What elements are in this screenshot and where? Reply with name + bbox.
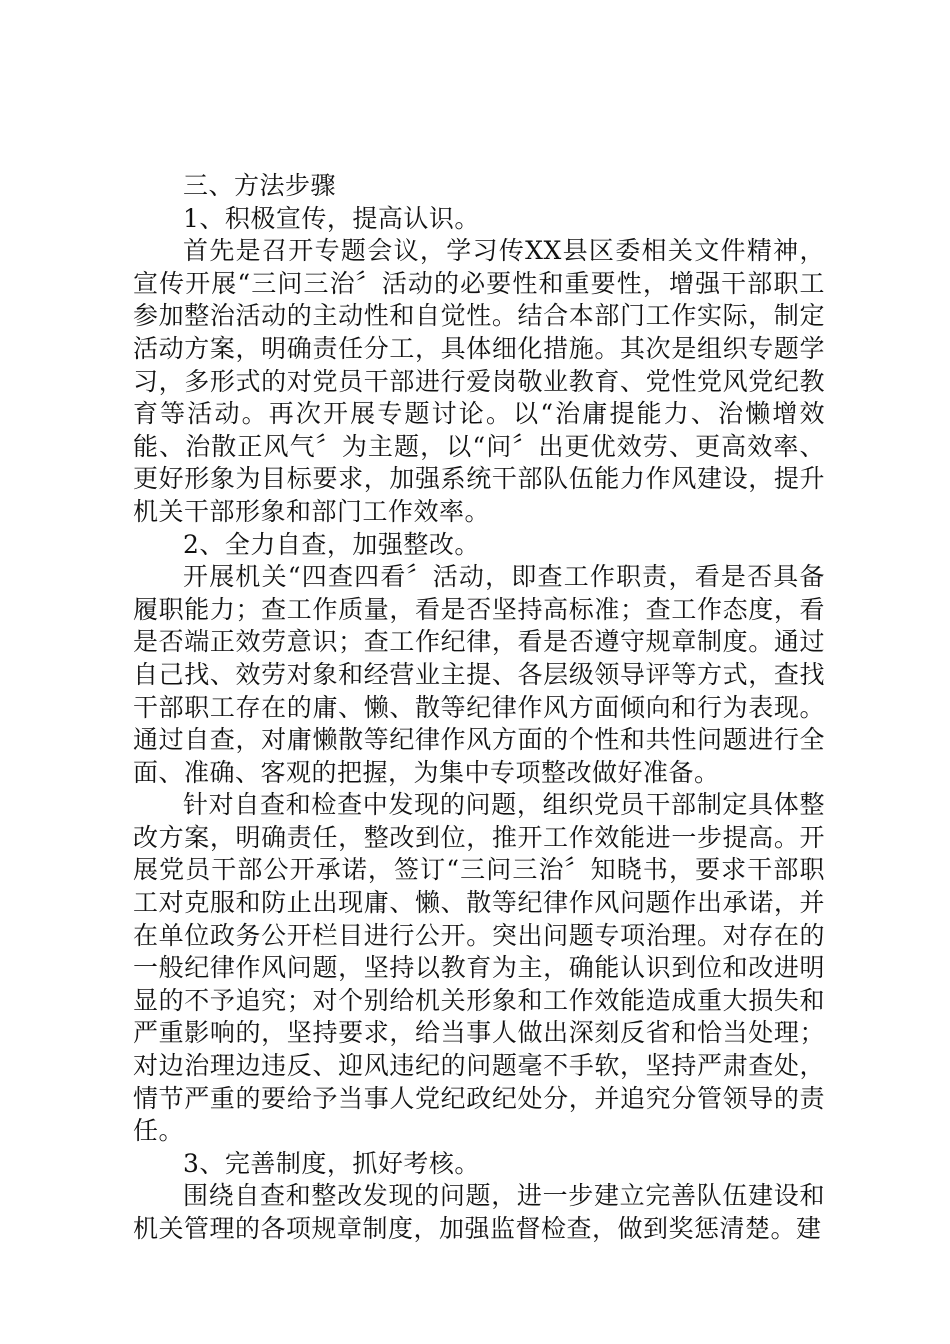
body-paragraph: 开展机关“四查四看〞活动，即查工作职责，看是否具备履职能力；查工作质量，看是否坚持高标准；查工作态度，看是否端正效劳意识；查工作纪律，看是否遵守规章制度。通过自己找、效劳对象和经营业主提、各层级领导评等方式，查找干部职工存在的庸、懒、散等纪律作风方面倾向和行为表现。通过自查，对庸懒散等纪律作风方面的个性和共性问题进行全面、准确、客观的把握，为集中专项整改做好准备。 — [133, 562, 825, 787]
subsection-heading-3: 3、完善制度，抓好考核。 — [183, 1148, 480, 1178]
body-paragraph: 围绕自查和整改发现的问题，进一步建立完善队伍建设和机关管理的各项规章制度，加强监督检查，做到奖惩清楚。建 — [133, 1181, 825, 1243]
body-paragraph: 针对自查和检查中发现的问题，组织党员干部制定具体整改方案，明确责任，整改到位，推开工作效能进一步提高。开展党员干部公开承诺，签订“三问三治〞知晓书，要求干部职工对克服和防止出现庸、懒、散等纪律作风问题作出承诺，并在单位政务公开栏目进行公开。突出问题专项治理。对存在的一般纪律作风问题，坚持以教育为主，确能认识到位和改进明显的不予追究；对个别给机关形象和工作效能造成重大损失和严重影响的，坚持要求，给当事人做出深刻反省和恰当处理；对边治理边违反、迎风违纪的问题毫不手软，坚持严肃查处，情节严重的要给予当事人党纪政纪处分，并追究分管领导的责任。 — [133, 790, 825, 1146]
body-paragraph: 首先是召开专题会议，学习传XX县区委相关文件精神，宣传开展“三问三治〞活动的必要性和重要性，增强干部职工参加整治活动的主动性和自觉性。结合本部门工作实际，制定活动方案，明确责任分工，具体细化措施。其次是组织专题学习，多形式的对党员干部进行爱岗敬业教育、党性党风党纪教育等活动。再次开展专题讨论。以“治庸提能力、治懒增效能、治散正风气〞为主题，以“问〞出更优效劳、更高效率、更好形象为目标要求，加强系统干部队伍能力作风建设，提升机关干部形象和部门工作效率。 — [133, 236, 825, 526]
subsection-heading-2: 2、全力自查，加强整改。 — [183, 529, 480, 559]
subsection-heading-1: 1、积极宣传，提高认识。 — [183, 203, 480, 233]
section-heading: 三、方法步骤 — [183, 171, 337, 200]
document-body — [133, 170, 825, 1246]
